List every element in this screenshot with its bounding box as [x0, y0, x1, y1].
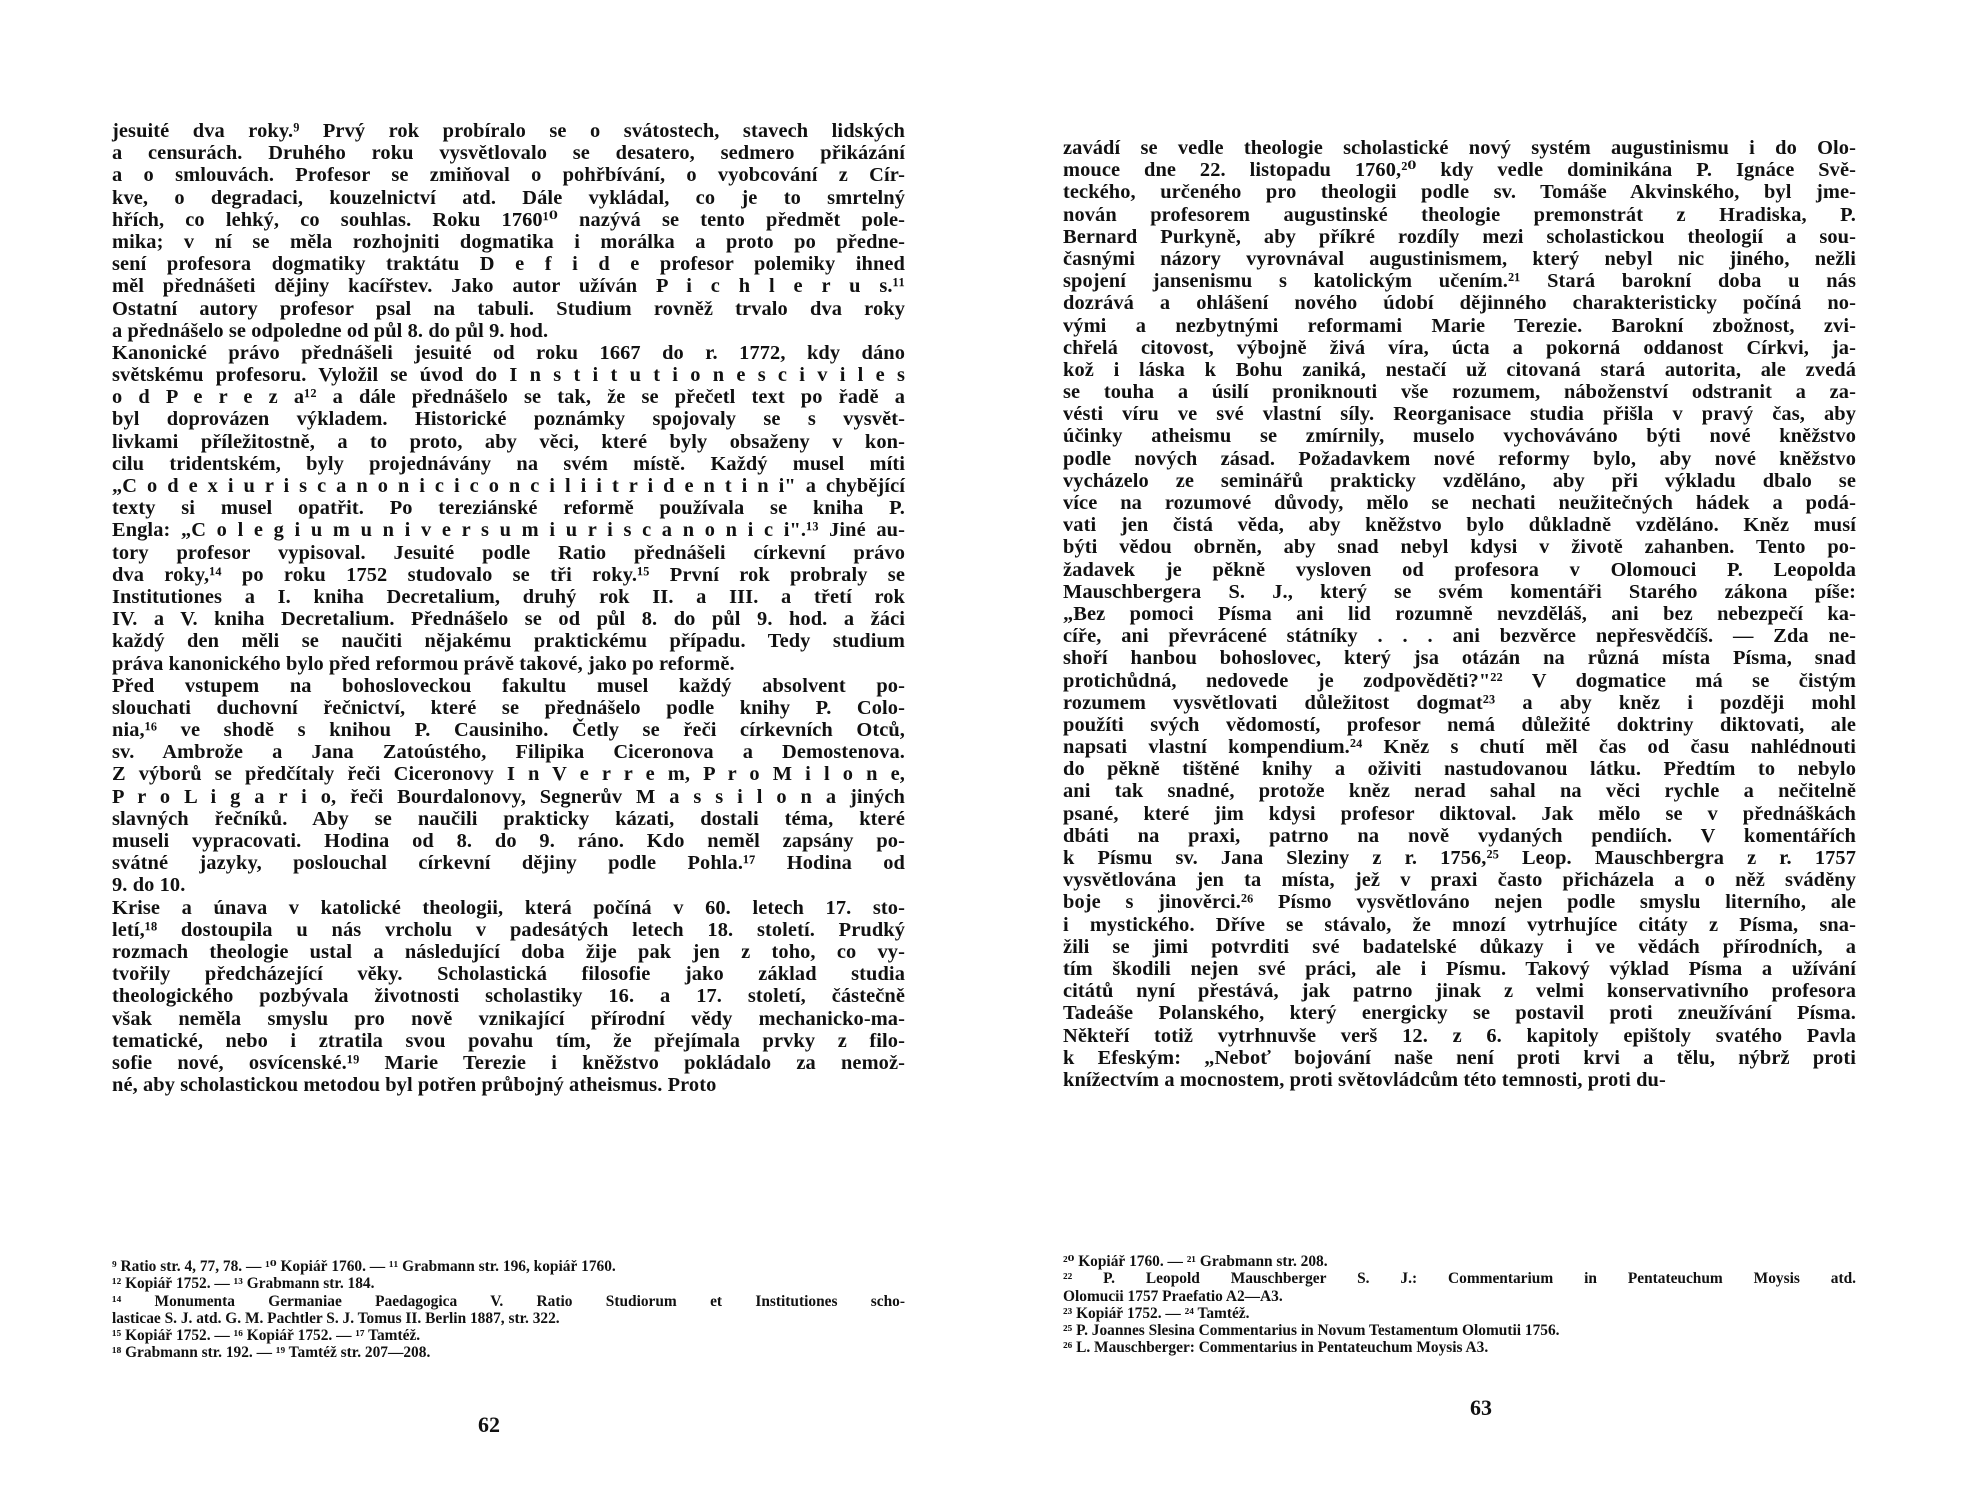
- text-line: shoří hanbou bohoslovec, který jsa otázán na různá místa Písma, snad: [1063, 647, 1856, 670]
- text-line: o d P e r e z a¹² a dále přednášelo se tak, že se přečetl text po řadě a: [112, 386, 905, 409]
- text-line: slouchati duchovní řečnictví, které se přednášelo podle knihy P. Colo-: [112, 696, 905, 719]
- text-line: vými a nezbytnými reformami Marie Terezie. Barokní zbožnost, zvi-: [1063, 314, 1856, 337]
- text-line: a censurách. Druhého roku vysvětlovalo se desatero, sedmero přikázání: [112, 142, 905, 165]
- text-line: IV. a V. kniha Decretalium. Přednášelo se od půl 8. do půl 9. hod. a žáci: [112, 608, 905, 631]
- body-text: [112, 120, 905, 1096]
- footnote-line: ¹⁴ Monumenta Germaniae Paedagogica V. Ratio Studiorum et Institutiones scho-: [112, 1292, 905, 1310]
- text-line: sení profesora dogmatiky traktátu D e f i d e profesor polemiky ihned: [112, 253, 905, 276]
- text-line: žadavek je pěkně vysloven od profesora v Olomouci P. Leopolda: [1063, 558, 1856, 581]
- text-line: a o smlouvách. Profesor se zmiňoval o pohřbívání, o vyobcování z Cír-: [112, 164, 905, 187]
- body-text: [1063, 137, 1856, 1091]
- footnote-line: ²⁶ L. Mauschberger: Commentarius in Pentateuchum Moysis A3.: [1063, 1339, 1489, 1357]
- text-line: mouce dne 22. listopadu 1760,²⁰ kdy vedle dominikána P. Ignáce Svě-: [1063, 159, 1856, 182]
- text-line: 9. do 10.: [112, 874, 186, 897]
- page-number: 62: [478, 1412, 500, 1437]
- text-line: rozmach theologie ustal a následující doba žije pak jen z toho, co vy-: [112, 940, 905, 963]
- text-line: tím škodili nejen své práci, ale i Písmu. Takový výklad Písma a užívání: [1063, 957, 1856, 980]
- text-line: sv. Ambrože a Jana Zatoústého, Filipika Ciceronova a Demostenova.: [112, 741, 905, 764]
- text-line: Z výborů se předčítaly řeči Ciceronovy I n V e r r e m, P r o M i l o n e,: [112, 763, 905, 786]
- text-line: museli vypracovati. Hodina od 8. do 9. ráno. Kdo neměl zapsány po-: [112, 830, 905, 852]
- text-line: cíře, ani převrácené státníky . . . ani bezvěrce nepřesvědčíš. — Zda ne-: [1063, 625, 1856, 648]
- text-line: vésti víru ve své vlastní síly. Reorganisace studia přišla v pravý čas, aby: [1063, 403, 1856, 426]
- text-line: Ostatní autory profesor psal na tabuli. Studium rovněž trvalo dva roky: [112, 297, 905, 320]
- text-line: cilu tridentském, byly projednávány na svém místě. Každý musel míti: [112, 452, 905, 475]
- text-line: Někteří totiž vytrhnuvše verš 12. z 6. kapitoly epištoly svatého Pavla: [1063, 1024, 1856, 1047]
- text-line: slavných řečníků. Aby se naučili prakticky kázati, dostali téma, které: [112, 807, 905, 830]
- text-line: světskému profesoru. Vyložil se úvod do I n s t i t u t i o n e s c i v i l e s: [112, 364, 905, 387]
- text-line: Bernard Purkyně, aby příkré rozdíly mezi scholastickou theologií a sou-: [1063, 225, 1856, 248]
- text-line: kož i láska k Bohu zaniká, nestačí už citovaná stará autorita, ale zvedá: [1063, 358, 1856, 381]
- text-line: kve, o degradaci, kouzelnictví atd. Dále vykládal, co je to smrtelný: [112, 186, 905, 209]
- text-line: více na rozumové důvody, mělo se nechati neužitečných hádek a podá-: [1063, 492, 1856, 514]
- footnote-line: ¹² Kopiář 1752. — ¹³ Grabmann str. 184.: [112, 1275, 375, 1293]
- footnote-line: ²⁰ Kopiář 1760. — ²¹ Grabmann str. 208.: [1063, 1253, 1328, 1270]
- text-line: Engla: „C o l e g i u m u n i v e r s u m i u r i s c a n o n i c i".¹³ Jiné au-: [112, 519, 905, 542]
- text-line: „Bez pomoci Písma ani lid rozumně nevzděláš, ani bez nebezpečí ka-: [1063, 602, 1856, 625]
- footnote-line: ²⁵ P. Joannes Slesina Commentarius in Novum Testamentum Olomutii 1756.: [1063, 1322, 1560, 1340]
- text-line: citátů nyní přestává, jak patrno jinak z velmi konservativního profesora: [1063, 980, 1856, 1003]
- text-line: byl doprovázen výkladem. Historické poznámky spojovaly se s vysvět-: [112, 408, 905, 431]
- text-line: rozumem vysvětlovati důležitost dogmat²³ a aby kněz i později mohl: [1063, 691, 1856, 714]
- text-line: dozrává a ohlášení nového údobí dějinného charakteristicky počíná no-: [1063, 292, 1856, 315]
- page-number: 63: [1470, 1395, 1492, 1420]
- text-line: Mauschbergera S. J., který se svém komentáři Starého zákona píše:: [1063, 580, 1856, 603]
- text-line: jesuité dva roky.⁹ Prvý rok probíralo se o svátostech, stavech lidských: [112, 120, 905, 142]
- text-line: vysvětlována jen ta místa, jež v praxi často přicházela a o něž sváděny: [1063, 869, 1856, 892]
- text-line: i mystického. Dříve se stávalo, že mnozí vytrhujíce citáty z Písma, sna-: [1063, 913, 1856, 936]
- text-line: každý den měli se naučiti nějakému praktickému případu. Tedy studium: [112, 630, 905, 653]
- text-line: tory profesor vypisoval. Jesuité podle Ratio přednášeli církevní právo: [112, 541, 905, 564]
- text-line: Tadeáše Polanského, který energicky se postavil proti zneužívání Písma.: [1063, 1002, 1856, 1025]
- text-line: psané, které jim kdysi profesor diktoval. Jak mělo se v přednáškách: [1063, 802, 1856, 825]
- text-line: P r o L i g a r i o, řeči Bourdalonovy, Segnerův M a s s i l o n a jiných: [112, 785, 905, 808]
- text-line: Kanonické právo přednášeli jesuité od roku 1667 do r. 1772, kdy dáno: [112, 341, 905, 364]
- text-line: k Efeským: „Neboť bojování naše není proti krvi a tělu, nýbrž proti: [1063, 1046, 1856, 1069]
- text-line: „C o d e x i u r i s c a n o n i c i c o n c i l i i t r i d e n t i n i" a chybějící: [112, 475, 905, 497]
- text-line: sofie nové, osvícenské.¹⁹ Marie Terezie i kněžstvo pokládalo za nemož-: [112, 1051, 905, 1074]
- text-line: teckého, určeného pro theologii podle sv. Tomáše Akvinského, byl jme-: [1063, 181, 1856, 204]
- text-line: nován profesorem augustinské theologie premonstrát z Hradiska, P.: [1063, 203, 1856, 226]
- text-line: dva roky,¹⁴ po roku 1752 studovalo se tři roky.¹⁵ První rok probraly se: [112, 563, 905, 586]
- text-line: dbáti na praxi, patrno na nově vydaných pendiích. V komentářích: [1063, 824, 1856, 847]
- text-line: k Písmu sv. Jana Sleziny z r. 1756,²⁵ Leop. Mauschbergra z r. 1757: [1063, 847, 1856, 869]
- footnote-line: lasticae S. J. atd. G. M. Pachtler S. J. Tomus II. Berlin 1887, str. 322.: [112, 1309, 560, 1327]
- text-line: vati jen čistá věda, aby kněžstvo bylo důkladně vzděláno. Kněz musí: [1063, 514, 1856, 537]
- text-line: Před vstupem na bohosloveckou fakultu musel každý absolvent po-: [112, 674, 905, 697]
- text-line: boje s jinověrci.²⁶ Písmo vysvětlováno nejen podle smyslu literního, ale: [1063, 891, 1856, 914]
- text-line: práva kanonického bylo před reformou právě takové, jako po reformě.: [112, 652, 735, 675]
- text-line: protichůdná, nedovede je zodpověděti?"²² V dogmatice má se čistým: [1063, 669, 1856, 692]
- footnote-line: ⁹ Ratio str. 4, 77, 78. — ¹⁰ Kopiář 1760. — ¹¹ Grabmann str. 196, kopiář 1760.: [112, 1258, 616, 1275]
- text-line: napsati vlastní kompendium.²⁴ Kněz s chutí měl čas od času nahlédnouti: [1063, 736, 1856, 759]
- footnotes: [1063, 1253, 1856, 1357]
- text-line: podle nových zásad. Požadavkem nové reformy bylo, aby nové kněžstvo: [1063, 447, 1856, 470]
- text-line: Institutiones a I. kniha Decretalium, druhý rok II. a III. a třetí rok: [112, 585, 905, 608]
- text-line: mika; v ní se měla rozhojniti dogmatika i morálka a proto po předne-: [112, 230, 905, 253]
- text-line: texty si musel opatřit. Po tereziánské reformě používala se kniha P.: [112, 497, 905, 520]
- text-line: býti vědou obrněn, aby snad nebyl kdysi v životě zahanben. Tento po-: [1063, 536, 1856, 559]
- footnote-line: ²³ Kopiář 1752. — ²⁴ Tamtéž.: [1063, 1304, 1250, 1322]
- text-line: zavádí se vedle theologie scholastické nový systém augustinismu i do Olo-: [1063, 137, 1856, 159]
- text-line: hřích, co lehký, co souhlas. Roku 1760¹⁰ nazývá se tento předmět pole-: [112, 208, 905, 231]
- text-line: tematické, nebo i ztratila svou povahu tím, že přejímala prvky z filo-: [112, 1029, 905, 1052]
- text-line: však neměla smyslu pro nově vznikající přírodní vědy mechanicko-ma-: [112, 1007, 905, 1030]
- text-line: se touha a úsilí proniknouti vše rozumem, náboženství odstranit a za-: [1063, 381, 1856, 404]
- footnote-line: ¹⁸ Grabmann str. 192. — ¹⁹ Tamtéž str. 207—208.: [112, 1344, 431, 1362]
- footnote-line: ¹⁵ Kopiář 1752. — ¹⁶ Kopiář 1752. — ¹⁷ Tamtéž.: [112, 1327, 421, 1345]
- text-line: časnými názory vyrovnával augustinismem, který nebyl nic jiného, nežli: [1063, 247, 1856, 270]
- text-line: a přednášelo se odpoledne od půl 8. do půl 9. hod.: [112, 319, 549, 342]
- text-line: ani tak snadné, protože kněz nerad sahal na věci rychle a nečitelně: [1063, 780, 1856, 803]
- footnote-line: ²² P. Leopold Mauschberger S. J.: Commentarium in Pentateuchum Moysis atd.: [1063, 1270, 1856, 1288]
- text-line: theologického pozbývala životnosti scholastiky 16. a 17. století, částečně: [112, 985, 905, 1008]
- text-line: použíti svých vědomostí, profesor nemá důležité doktriny diktovati, ale: [1063, 713, 1856, 736]
- text-line: né, aby scholastickou metodou byl potřen průbojný atheismus. Proto: [112, 1074, 717, 1097]
- text-line: účinky atheismu se zmírnily, muselo vychováváno býti nové kněžstvo: [1063, 425, 1856, 448]
- text-line: svátné jazyky, poslouchal církevní dějiny podle Pohla.¹⁷ Hodina od: [112, 852, 905, 875]
- footnote-line: Olomucii 1757 Praefatio A2—A3.: [1063, 1287, 1283, 1305]
- text-line: letí,¹⁸ dostoupila u nás vrcholu v padesátých letech 18. století. Prudký: [112, 918, 905, 941]
- text-line: knížectvím a mocnostem, proti světovládcům této temnosti, proti du-: [1063, 1068, 1666, 1091]
- text-line: vycházelo ze seminářů prakticky vzděláno, aby při výkladu dbalo se: [1063, 469, 1856, 492]
- text-line: tvořily předcházející věky. Scholastická filosofie jako základ studia: [112, 963, 905, 986]
- text-line: měl přednášeti dějiny kacířstev. Jako autor užíván P i c h l e r u s.¹¹: [112, 275, 905, 298]
- text-line: nia,¹⁶ ve shodě s knihou P. Causiniho. Četly se řeči církevních Otců,: [112, 719, 905, 742]
- text-line: chřelá citovost, výbojně živá víra, úcta a pokorná oddanost Církvi, ja-: [1063, 336, 1856, 359]
- right-page: [981, 0, 1962, 1500]
- text-line: žili se jimi potvrditi své badatelské důkazy i ve vědách přírodních, a: [1063, 935, 1856, 958]
- text-line: do pěkně tištěné knihy a oživiti nastudovanou látku. Předtím to nebylo: [1063, 758, 1856, 781]
- text-line: livkami příležitostně, a to proto, aby věci, které byly obsaženy v kon-: [112, 430, 905, 453]
- text-line: spojení jansenismu s katolickým učením.²¹ Stará barokní doba u nás: [1063, 270, 1856, 293]
- text-line: Krise a únava v katolické theologii, která počíná v 60. letech 17. sto-: [112, 896, 905, 919]
- footnotes: [112, 1258, 905, 1362]
